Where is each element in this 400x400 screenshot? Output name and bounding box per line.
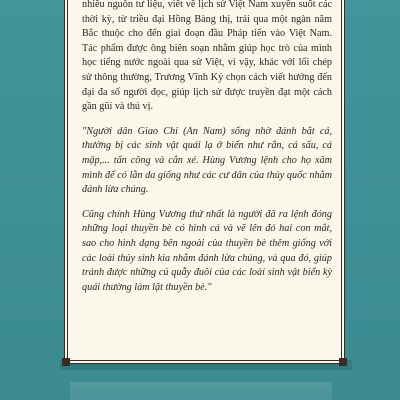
excerpt-text	[82, 0, 332, 295]
paragraph-quote-2: Cũng chính Hùng Vương thứ nhất là người đã ra lệnh đóng những loại thuyền bè có hình cá và vẽ lên đó hai con mắt, sao cho hình dạng bên ngoài của thuyền bè thêm giống với các loài thủy sinh kia nhằm đánh lừa chúng, và qua đó, giúp tránh được những cú quẫy đuôi của các loài sinh vật biển kỳ quái thường làm lật thuyền bè."	[82, 208, 332, 293]
bottom-strip	[70, 382, 332, 400]
text-card	[64, 0, 345, 364]
frame-corner-bottom-left	[62, 358, 70, 366]
paragraph-quote-1: "Người dân Giao Chỉ (An Nam) sống nhờ đánh bắt cá, thường bị các sinh vật quái lạ ở biển như rắn, cá sấu, cá mập,... tấn công và cắn xé. Hùng Vương lệnh cho họ xăm mình để có lằn da giống như các cư dân của thủy quốc nhằm đánh lừa chúng.	[82, 125, 332, 196]
frame-corner-bottom-right	[339, 358, 347, 366]
paragraph-intro: nhiều nguồn tư liệu, viết về lịch sử Việt Nam xuyên suốt các thời kỳ, từ triều đại Hồng Bàng thị, trải qua một ngàn năm Bắc thuộc cho đến giai đoạn đầu Pháp tiến vào Việt Nam. Tác phẩm được ông biên soạn nhằm giúp học trò của mình học tiếng nước ngoài qua sử Việt, vì vậy, khác với lối chép sử thông thường, Trương Vĩnh Ký chọn cách viết hướng đến đại đa số người đọc, giúp lịch sử được truyền đạt một cách gần gũi và thú vị.	[82, 0, 332, 113]
